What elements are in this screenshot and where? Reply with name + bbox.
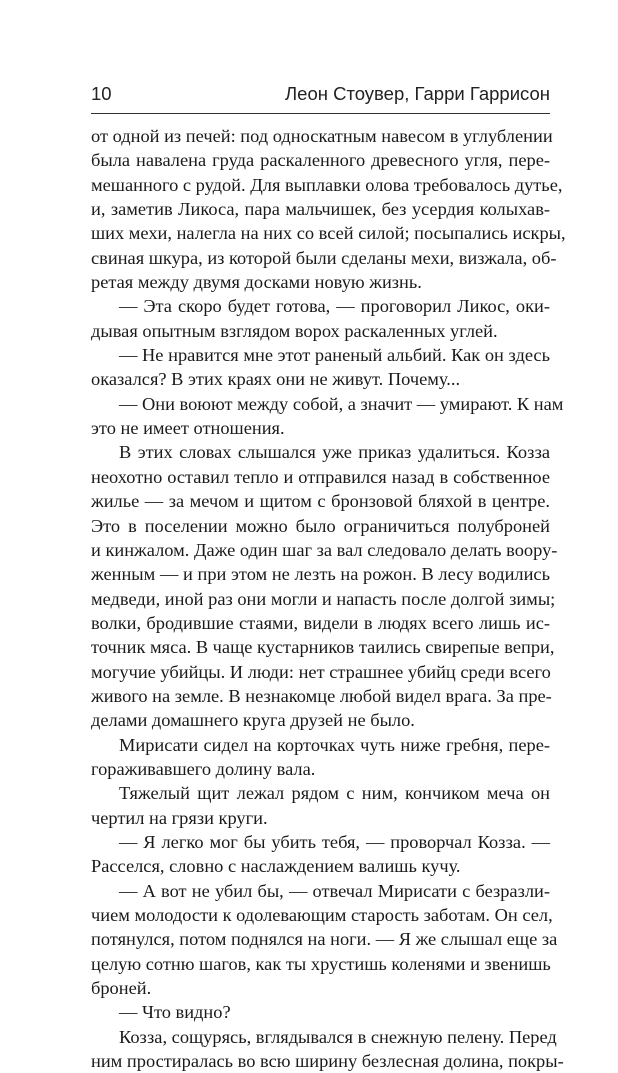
text-line: дывая опытным взглядом ворох раскаленных углей. <box>91 320 498 341</box>
text-line: живого на земле. В незнакомце любой видел врага. За пре- <box>91 685 552 706</box>
text-line: Тяжелый щит лежал рядом с ним, кончиком меча он <box>119 783 550 804</box>
text-line: жилье — за мечом и щитом с бронзовой бляхой в центре. <box>91 491 550 512</box>
page-number: 10 <box>91 83 112 104</box>
text-line: от одной из печей: под односкатным навесом в углублении <box>91 126 553 146</box>
text-line: ших мехи, налегла на них со всей силой; посыпались искры, <box>91 223 566 244</box>
text-line: потянулся, потом поднялся на ноги. — Я же слышал еще за <box>91 929 558 950</box>
text-line: свиная шкура, из которой были сделаны мехи, визжала, об- <box>91 247 557 268</box>
text-line: — Они воюют между собой, а значит — умирают. К нам <box>119 393 564 414</box>
text-line: оказался? В этих краях они не живут. Почему... <box>91 369 461 390</box>
running-title: Леон Стоувер, Гарри Гаррисон <box>285 83 550 104</box>
text-line: гораживавшего долину вала. <box>91 758 316 779</box>
text-line: мешанного с рудой. Для выплавки олова требовалось дутье, <box>91 174 563 195</box>
text-line: Расселся, словно с наслаждением валишь кучу. <box>91 856 461 877</box>
text-line: могучие убийцы. И люди: нет страшнее убийц среди всего <box>91 661 551 682</box>
text-line: В этих словах слышался уже приказ удалиться. Козза <box>119 442 550 463</box>
text-line: медведи, иной раз они могли и напасть после долгой зимы; <box>91 588 556 609</box>
text-line: — А вот не убил бы, — отвечал Мирисати с безразли- <box>119 880 550 901</box>
text-line: точник мяса. В чаще кустарников таились свирепые вепри, <box>91 637 555 658</box>
text-line: делами домашнего круга друзей не было. <box>91 710 415 731</box>
text-line: неохотно оставил тепло и отправился назад в собственное <box>91 466 550 487</box>
text-line: Это в поселении можно было ограничиться полуброней <box>91 515 550 536</box>
text-line: чием молодости к одолевающим старость заботам. Он сел, <box>91 905 553 925</box>
text-line: — Что видно? <box>119 1002 231 1023</box>
text-line: Козза, сощурясь, вглядывался в снежную пелену. Перед <box>119 1026 557 1047</box>
body-text <box>91 124 566 1073</box>
text-line: целую сотню шагов, как ты хрустишь коленями и звенишь <box>91 953 551 974</box>
text-line: ним простиралась во всю ширину безлесная долина, покры- <box>91 1051 564 1072</box>
text-line: была навалена груда раскаленного древесного угля, пере- <box>91 150 550 171</box>
text-line: и кинжалом. Даже один шаг за вал следовало делать воору- <box>91 539 558 560</box>
text-line: — Эта скоро будет готова, — проговорил Ликос, оки- <box>119 296 550 317</box>
text-line: женным — и при этом не лезть на рожон. В лесу водились <box>91 564 550 585</box>
header-rule <box>91 113 550 114</box>
text-line: чертил на грязи круги. <box>91 807 268 828</box>
text-line: — Я легко мог бы убить тебя, — проворчал Козза. — <box>119 831 550 852</box>
text-line: Мирисати сидел на корточках чуть ниже гребня, пере- <box>119 734 550 755</box>
text-line: и, заметив Ликоса, пара мальчишек, без усердия колыхав- <box>91 199 550 220</box>
text-line: волки, бродившие стаями, видели в людях всего лишь ис- <box>91 612 550 633</box>
text-line: ретая между двумя досками новую жизнь. <box>91 272 422 293</box>
text-line: — Не нравится мне этот раненый альбий. Как он здесь <box>119 345 550 366</box>
text-line: броней. <box>91 978 152 999</box>
running-head <box>91 83 550 107</box>
text-line: это не имеет отношения. <box>91 418 285 439</box>
